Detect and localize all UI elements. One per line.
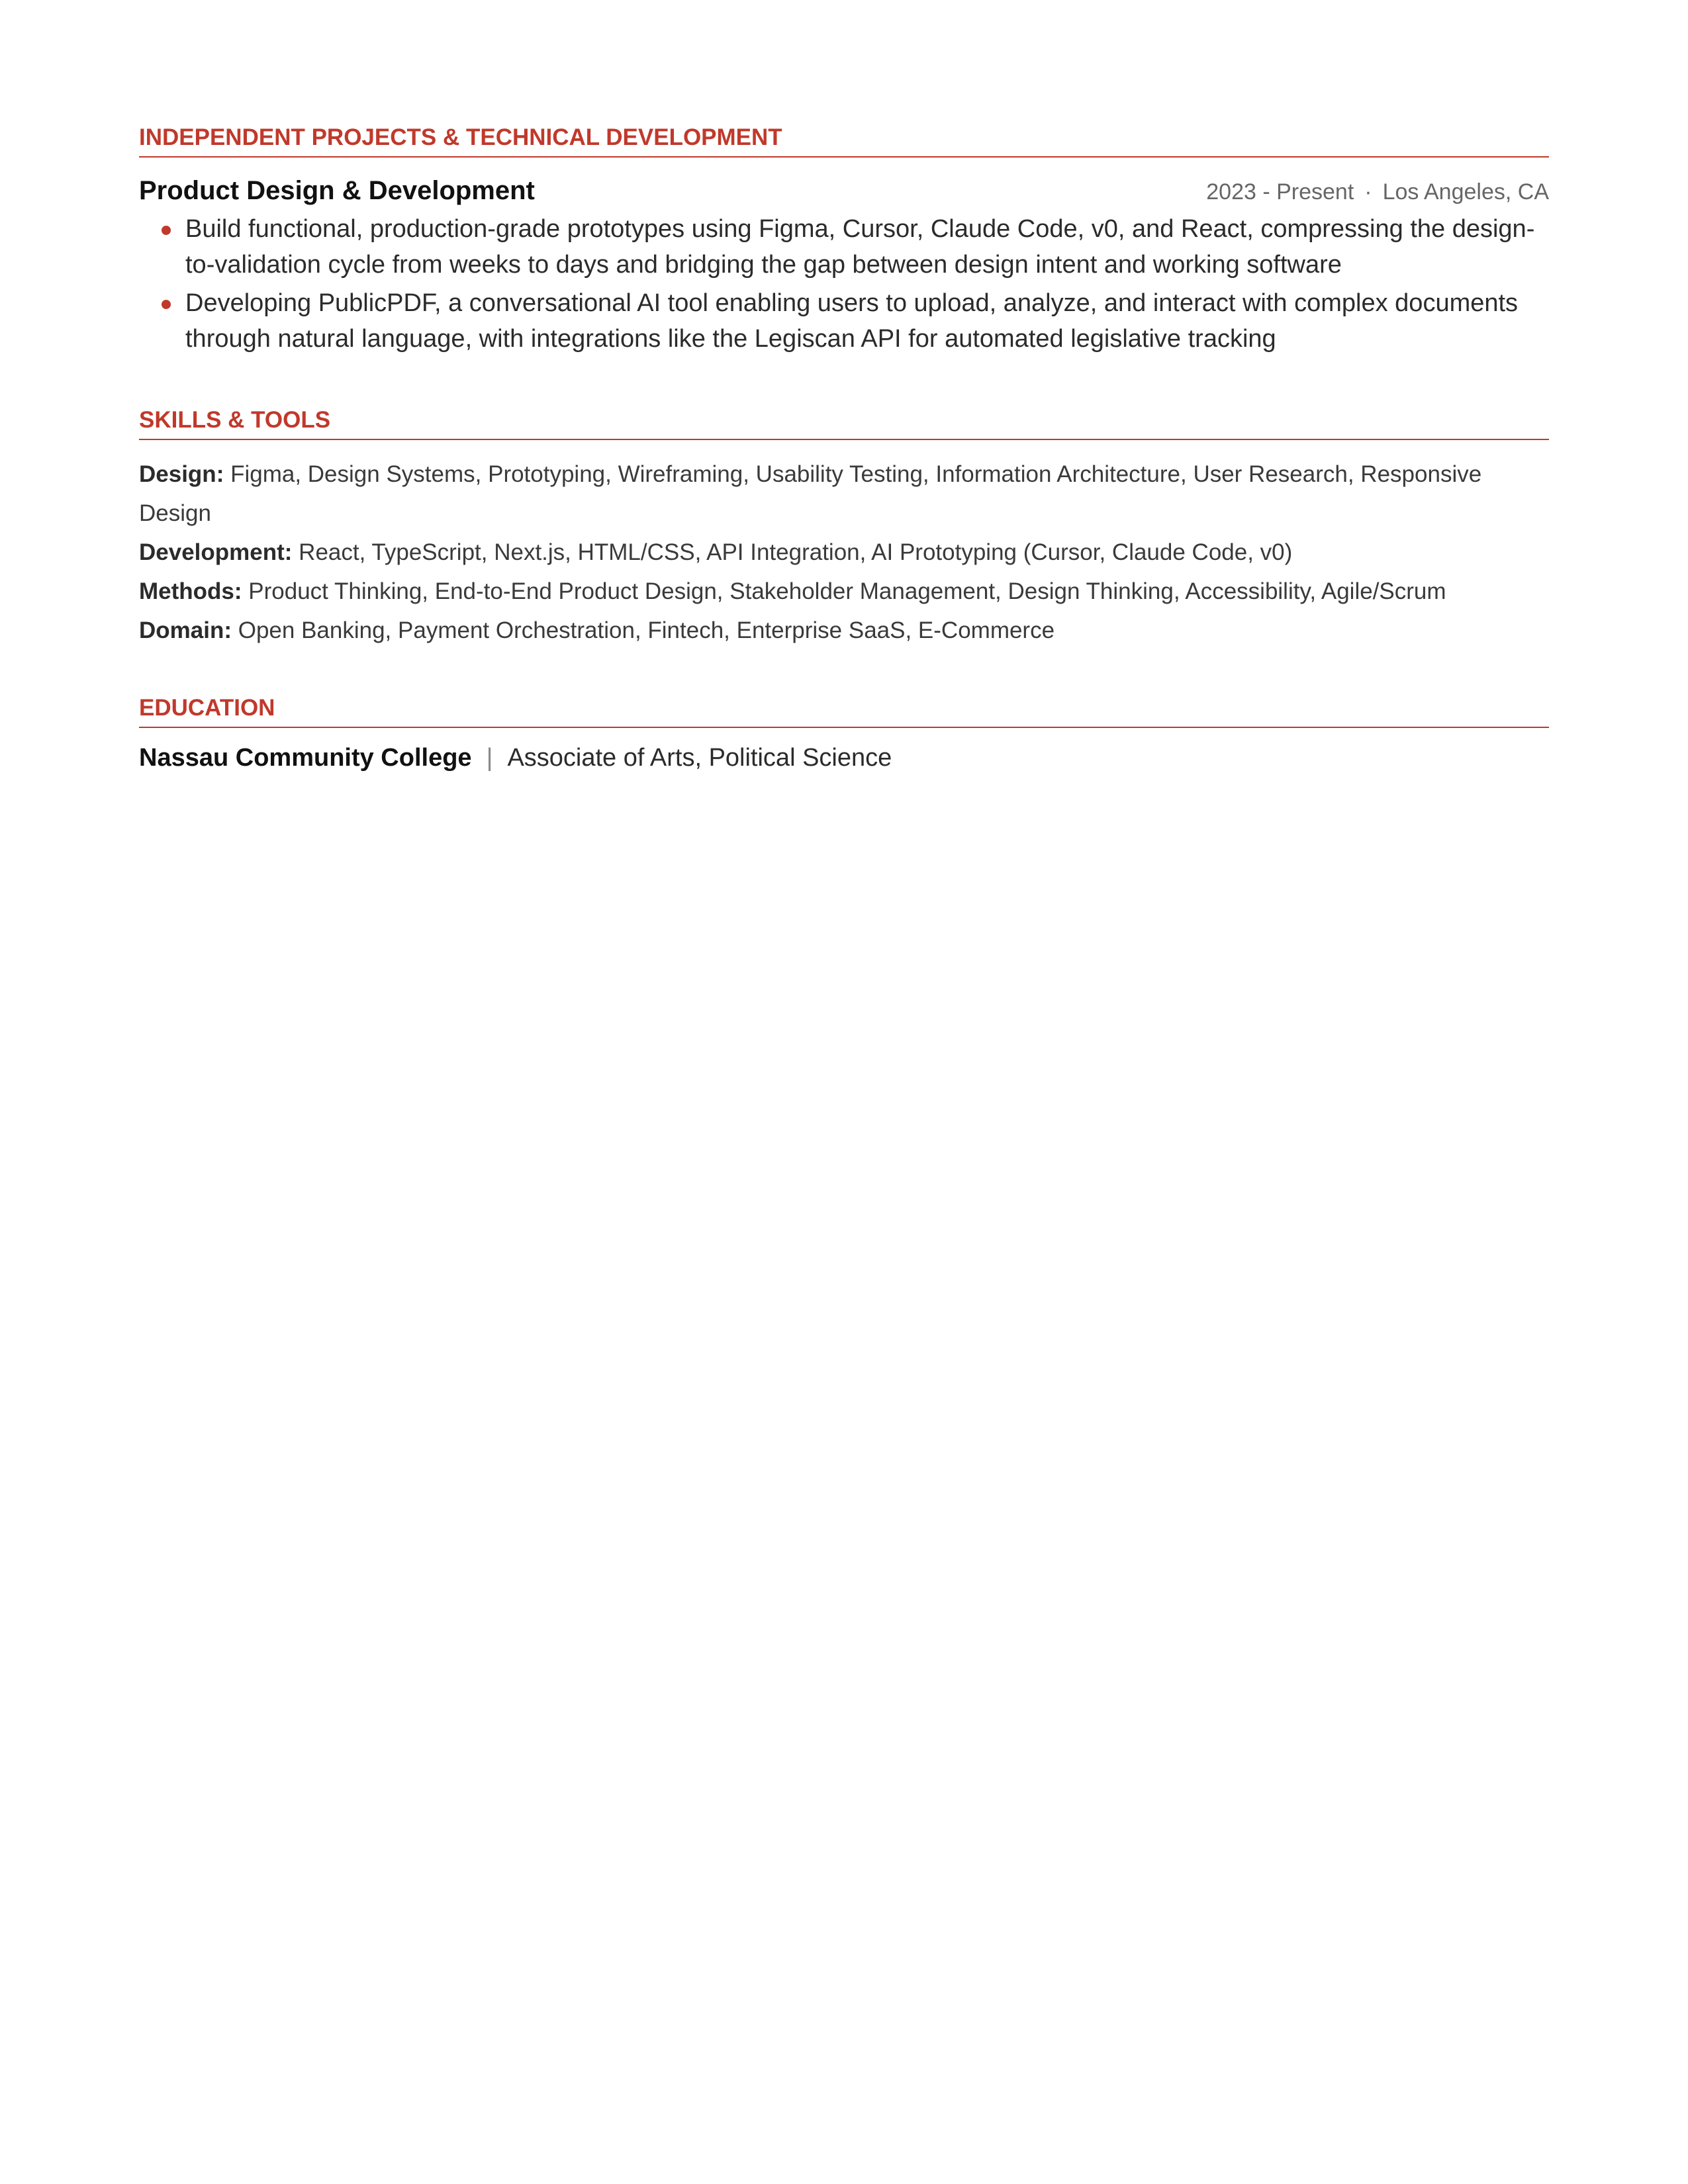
project-entry-header	[139, 176, 1549, 206]
education-degree: Associate of Arts, Political Science	[507, 744, 892, 772]
skill-row-development	[139, 533, 1549, 572]
meta-separator: ·	[1364, 179, 1372, 205]
skills-list	[139, 455, 1549, 650]
project-bullet-list	[139, 211, 1549, 357]
project-entry-title: Product Design & Development	[139, 176, 535, 205]
education-separator: |	[486, 744, 493, 772]
skill-label: Development:	[139, 539, 293, 565]
skill-row-domain	[139, 611, 1549, 650]
bullet-icon	[162, 226, 171, 235]
skill-row-methods	[139, 572, 1549, 611]
skill-label: Methods:	[139, 578, 242, 604]
section-projects	[139, 123, 1549, 359]
bullet-icon	[162, 300, 171, 309]
skill-value: Figma, Design Systems, Prototyping, Wireframing, Usability Testing, Information Architecture, User Research, Responsive Design	[139, 461, 1482, 526]
project-entry-dates: 2023 - Present	[1206, 179, 1354, 205]
skill-value: Open Banking, Payment Orchestration, Fintech, Enterprise SaaS, E-Commerce	[238, 617, 1055, 643]
education-school: Nassau Community College	[139, 744, 472, 772]
section-title-projects: INDEPENDENT PROJECTS & TECHNICAL DEVELOPMENT	[139, 123, 1549, 158]
education-entry	[139, 744, 1549, 772]
section-title-education: EDUCATION	[139, 694, 1549, 728]
skill-value: React, TypeScript, Next.js, HTML/CSS, API Integration, AI Prototyping (Cursor, Claude Code, v0)	[299, 539, 1293, 565]
bullet-text: Build functional, production-grade prototypes using Figma, Cursor, Claude Code, v0, and React, compressing the design-to-validation cycle from weeks to days and bridging the gap between design intent and working software	[185, 215, 1535, 279]
section-education	[139, 694, 1549, 772]
bullet-text: Developing PublicPDF, a conversational AI tool enabling users to upload, analyze, and interact with complex documents through natural language, with integrations like the Legiscan API for automated legislative tracking	[185, 289, 1519, 353]
project-entry-meta	[1206, 179, 1549, 205]
section-title-skills: SKILLS & TOOLS	[139, 406, 1549, 440]
list-item	[139, 211, 1549, 283]
section-skills	[139, 406, 1549, 650]
skill-row-design	[139, 455, 1549, 533]
skill-label: Domain:	[139, 617, 232, 643]
skill-label: Design:	[139, 461, 224, 487]
skill-value: Product Thinking, End-to-End Product Design, Stakeholder Management, Design Thinking, Accessibility, Agile/Scrum	[248, 578, 1446, 604]
list-item	[139, 285, 1549, 357]
project-entry-location: Los Angeles, CA	[1382, 179, 1549, 205]
